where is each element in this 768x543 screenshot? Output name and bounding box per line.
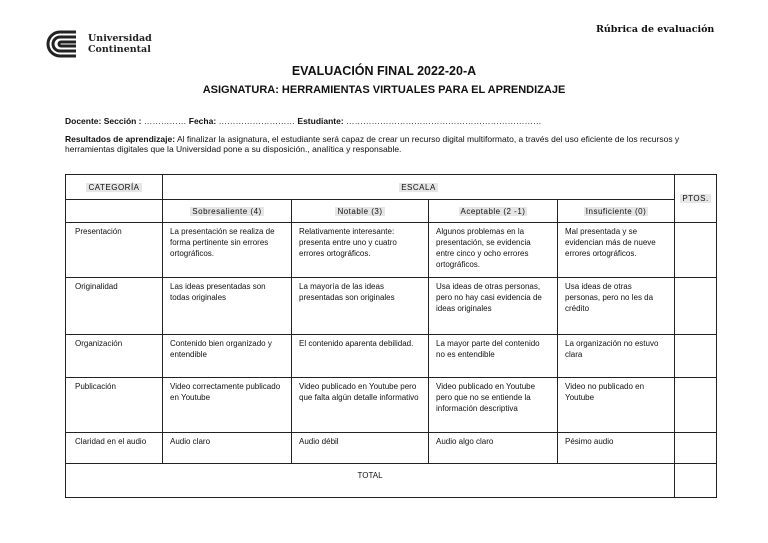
criterion-cell: Las ideas presentadas son todas originales <box>163 278 292 335</box>
evaluation-meta <box>65 116 542 126</box>
level-header-empty <box>66 200 163 223</box>
criterion-cell: Video correctamente publicado en Youtube <box>163 378 292 433</box>
university-logo <box>46 29 152 59</box>
level-header-sobresaliente <box>163 200 292 223</box>
total-points-cell[interactable] <box>675 464 717 498</box>
level-header-aceptable <box>429 200 558 223</box>
level-header-row <box>66 200 717 223</box>
category-header-cell <box>66 175 163 200</box>
points-cell[interactable] <box>675 223 717 278</box>
criterion-cell: Usa ideas de otras personas, pero no les da crédito <box>558 278 675 335</box>
estudiante-field[interactable]: …………………………………………………………… <box>343 116 542 126</box>
university-name <box>88 33 152 55</box>
criterion-cell: Pésimo audio <box>558 433 675 464</box>
total-label: TOTAL <box>357 471 383 480</box>
criterion-cell: Audio algo claro <box>429 433 558 464</box>
points-header-cell <box>675 175 717 223</box>
criterion-cell: Mal presentada y se evidencian más de nueve errores ortográficos. <box>558 223 675 278</box>
category-cell: Publicación <box>66 378 163 433</box>
learning-outcomes <box>65 134 715 154</box>
criterion-cell: La mayoría de las ideas presentadas son originales <box>292 278 429 335</box>
criterion-cell: Video publicado en Youtube pero que falta algún detalle informativo <box>292 378 429 433</box>
fecha-label: Fecha: <box>188 116 217 126</box>
table-row <box>66 433 717 464</box>
total-label-cell <box>66 464 675 498</box>
points-cell[interactable] <box>675 335 717 378</box>
learning-outcomes-text: Al finalizar la asignatura, el estudiante será capaz de crear un recurso digital multiformato, a través del uso eficiente de los recursos y herramientas digitales que la Universidad pone a su disposición., analítica y responsable. <box>65 134 680 154</box>
criterion-cell: Contenido bien organizado y entendible <box>163 335 292 378</box>
criterion-cell: Algunos problemas en la presentación, se evidencia entre cinco y ocho errores ortográficos. <box>429 223 558 278</box>
level-label: Sobresaliente (4) <box>192 206 262 216</box>
category-header: CATEGORÍA <box>88 182 140 192</box>
document-type-label: Rúbrica de evaluación <box>596 24 715 35</box>
page-title: EVALUACIÓN FINAL 2022-20-A <box>291 64 477 78</box>
points-cell[interactable] <box>675 278 717 335</box>
criterion-cell: La presentación se realiza de forma pertinente sin errores ortográficos. <box>163 223 292 278</box>
category-cell: Originalidad <box>66 278 163 335</box>
university-name-line1: Universidad <box>88 33 152 44</box>
criterion-cell: La mayor parte del contenido no es entendible <box>429 335 558 378</box>
category-cell: Organización <box>66 335 163 378</box>
level-label: Aceptable (2 -1) <box>460 206 526 216</box>
table-row <box>66 335 717 378</box>
criterion-cell: Audio claro <box>163 433 292 464</box>
docente-label: Docente: Sección : <box>65 116 142 126</box>
points-cell[interactable] <box>675 433 717 464</box>
docente-field[interactable]: …………… <box>141 116 189 126</box>
course-subtitle: ASIGNATURA: HERRAMIENTAS VIRTUALES PARA EL APRENDIZAJE <box>202 84 566 96</box>
learning-outcomes-label: Resultados de aprendizaje: <box>65 134 176 144</box>
scale-header: ESCALA <box>401 182 436 192</box>
criterion-cell: Usa ideas de otras personas, pero no hay casi evidencia de ideas originales <box>429 278 558 335</box>
table-row <box>66 378 717 433</box>
criterion-cell: Video publicado en Youtube pero que no se entiende la información descriptiva <box>429 378 558 433</box>
rubric-table <box>65 174 717 498</box>
table-header-row <box>66 175 717 200</box>
criterion-cell: El contenido aparenta debilidad. <box>292 335 429 378</box>
fecha-field[interactable]: ……………………… <box>216 116 298 126</box>
category-cell: Presentación <box>66 223 163 278</box>
level-label: Notable (3) <box>337 206 383 216</box>
total-row <box>66 464 717 498</box>
scale-header-cell <box>163 175 675 200</box>
level-header-notable <box>292 200 429 223</box>
criterion-cell: Audio débil <box>292 433 429 464</box>
level-label: Insuficiente (0) <box>585 206 647 216</box>
points-cell[interactable] <box>675 378 717 433</box>
level-header-insuficiente <box>558 200 675 223</box>
table-row <box>66 223 717 278</box>
university-logo-icon <box>46 29 80 59</box>
criterion-cell: Relativamente interesante: presenta entre uno y cuatro errores ortográficos. <box>292 223 429 278</box>
category-cell: Claridad en el audio <box>66 433 163 464</box>
criterion-cell: Video no publicado en Youtube <box>558 378 675 433</box>
table-row <box>66 278 717 335</box>
university-name-line2: Continental <box>88 44 151 55</box>
estudiante-label: Estudiante: <box>297 116 344 126</box>
criterion-cell: La organización no estuvo clara <box>558 335 675 378</box>
points-header: PTOS. <box>682 194 709 203</box>
